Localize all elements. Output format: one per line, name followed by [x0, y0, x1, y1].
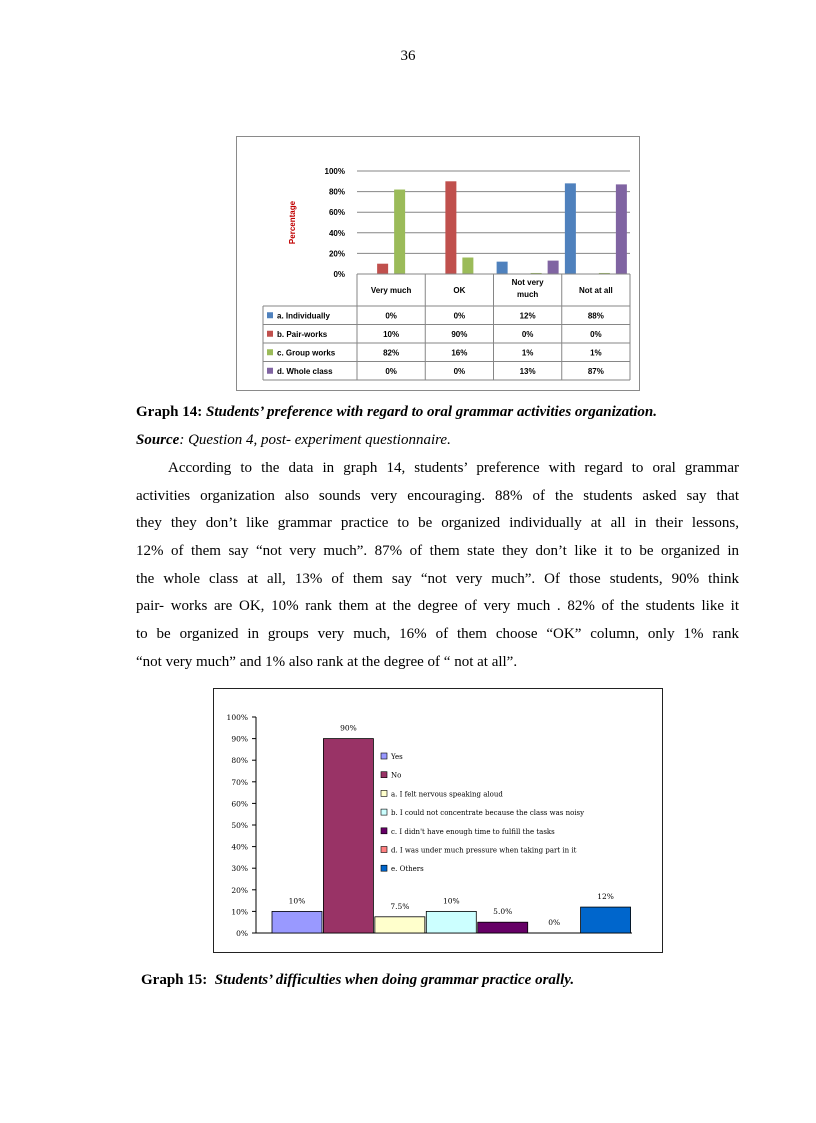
- data-label: 87%: [587, 366, 604, 376]
- legend-label: b. I could not concentrate because the class was noisy: [391, 809, 585, 818]
- bar: [377, 264, 388, 274]
- data-label: 16%: [451, 348, 468, 358]
- bar: [497, 262, 508, 274]
- data-label: 7.5%: [390, 901, 410, 911]
- y-tick-label: 0%: [236, 929, 248, 938]
- data-label: 90%: [340, 723, 357, 733]
- y-tick-label: 90%: [231, 734, 248, 744]
- y-tick-label: 30%: [231, 864, 248, 874]
- y-tick-label: 0%: [333, 270, 345, 279]
- paragraph-line: to be organized in groups very much, 16% of them choose “OK” column, only 1% rank: [136, 626, 739, 643]
- legend-swatch: [381, 828, 387, 834]
- y-tick-label: 20%: [328, 249, 345, 259]
- legend-swatch: [381, 865, 387, 871]
- data-label: 0%: [385, 366, 397, 376]
- x-tick-label: Not very: [511, 278, 544, 287]
- data-label: 0%: [590, 329, 602, 339]
- legend-swatch: [381, 809, 387, 815]
- data-label: 88%: [587, 311, 604, 321]
- body-paragraph: [136, 455, 739, 677]
- y-tick-label: 100%: [226, 713, 248, 722]
- y-tick-label: 70%: [231, 777, 248, 787]
- legend-label: No: [391, 771, 402, 780]
- bar: [462, 258, 473, 274]
- x-tick-label: much: [516, 290, 539, 299]
- legend-swatch: [381, 847, 387, 853]
- graph-14-label: Graph 14:: [136, 404, 203, 420]
- data-label: 1%: [590, 348, 602, 358]
- y-tick-label: 10%: [231, 907, 248, 917]
- legend-swatch: [267, 331, 273, 337]
- data-label: 0%: [521, 329, 534, 339]
- data-label: 0%: [453, 366, 466, 376]
- paragraph-line: According to the data in graph 14, students’ preference with regard to oral grammar: [168, 460, 739, 476]
- data-label: 10%: [383, 329, 400, 339]
- graph-14-svg: [237, 137, 639, 390]
- legend-label: d. I was under much pressure when taking part in it: [391, 846, 577, 855]
- bar: [581, 907, 631, 933]
- data-label: 10%: [288, 896, 306, 906]
- y-tick-label: 80%: [328, 187, 345, 197]
- y-tick-label: 100%: [324, 167, 345, 176]
- y-tick-label: 40%: [231, 842, 248, 852]
- legend-label: Yes: [391, 753, 403, 761]
- bar: [323, 739, 373, 933]
- bar: [445, 181, 456, 274]
- legend-label: a. I felt nervous speaking aloud: [391, 790, 503, 799]
- paragraph-line: “not very much” and 1% also rank at the degree of “ not at all”.: [136, 653, 518, 670]
- bar: [272, 911, 322, 933]
- bar: [565, 183, 576, 274]
- graph-15-chart: [213, 688, 663, 953]
- data-label: 82%: [383, 348, 400, 358]
- graph-15-title: Students’ difficulties when doing grammar practice orally.: [214, 972, 575, 988]
- paragraph-line: pair- works are OK, 10% rank them at the degree of very much . 82% of the students like it: [136, 598, 739, 615]
- legend-swatch: [267, 349, 273, 355]
- bar: [375, 917, 425, 933]
- paragraph-line: 12% of them say “not very much”. 87% of them state they don’t like it to be organized in: [136, 543, 739, 560]
- data-label: 0%: [453, 311, 466, 321]
- legend-label: e. Others: [391, 865, 424, 874]
- legend-label: b. Pair-works: [277, 329, 328, 339]
- paragraph-line: activities organization also sounds very encouraging. 88% of the students asked say that: [136, 487, 739, 504]
- data-label: 5.0%: [493, 907, 513, 917]
- data-label: 0%: [385, 311, 397, 321]
- data-label: 10%: [442, 896, 460, 906]
- bar: [394, 190, 405, 274]
- graph-14-caption: [136, 404, 657, 421]
- legend-label: c. I didn't have enough time to fulfill the tasks: [391, 827, 555, 836]
- data-label: 90%: [451, 329, 468, 339]
- graph-14-chart: [236, 136, 640, 391]
- bar: [478, 922, 528, 933]
- source-text: : Question 4, post- experiment questionnaire.: [179, 432, 451, 448]
- x-tick-label: OK: [453, 286, 466, 295]
- legend-swatch: [381, 753, 387, 759]
- legend-label: a. Individually: [277, 311, 330, 321]
- data-label: 12%: [519, 311, 536, 321]
- legend-swatch: [381, 772, 387, 778]
- bar: [426, 911, 476, 933]
- graph-15-svg: [214, 689, 662, 952]
- y-tick-label: 40%: [328, 228, 345, 238]
- graph-15-label: Graph 15:: [141, 972, 208, 988]
- legend-label: d. Whole class: [277, 366, 333, 376]
- page-number: 36: [400, 48, 416, 64]
- legend-swatch: [267, 368, 273, 374]
- data-label: 0%: [548, 918, 561, 927]
- y-tick-label: 20%: [231, 885, 248, 895]
- x-tick-label: Very much: [370, 286, 412, 295]
- legend-swatch: [381, 790, 387, 796]
- paragraph-line: they they don’t like grammar practice to be organized individually at all in their lessons,: [136, 515, 739, 532]
- graph-15-caption: [141, 972, 574, 989]
- y-tick-label: 80%: [231, 756, 248, 766]
- data-label: 1%: [521, 348, 534, 358]
- y-axis-title: Percentage: [288, 200, 297, 245]
- x-tick-label: Not at all: [578, 286, 613, 295]
- y-tick-label: 60%: [231, 799, 248, 809]
- graph-14-source: [136, 432, 451, 449]
- bar: [548, 261, 559, 274]
- y-tick-label: 50%: [231, 821, 248, 830]
- graph-14-title: Students’ preference with regard to oral grammar activities organization.: [206, 404, 658, 420]
- data-label: 13%: [519, 366, 536, 376]
- source-label: Source: [136, 432, 180, 448]
- legend-label: c. Group works: [277, 348, 336, 358]
- bar: [616, 184, 627, 274]
- legend-swatch: [267, 312, 273, 318]
- y-tick-label: 60%: [328, 208, 345, 218]
- paragraph-line: the whole class at all, 13% of them say “not very much”. Of those students, 90% think: [136, 570, 739, 587]
- data-label: 12%: [597, 892, 614, 902]
